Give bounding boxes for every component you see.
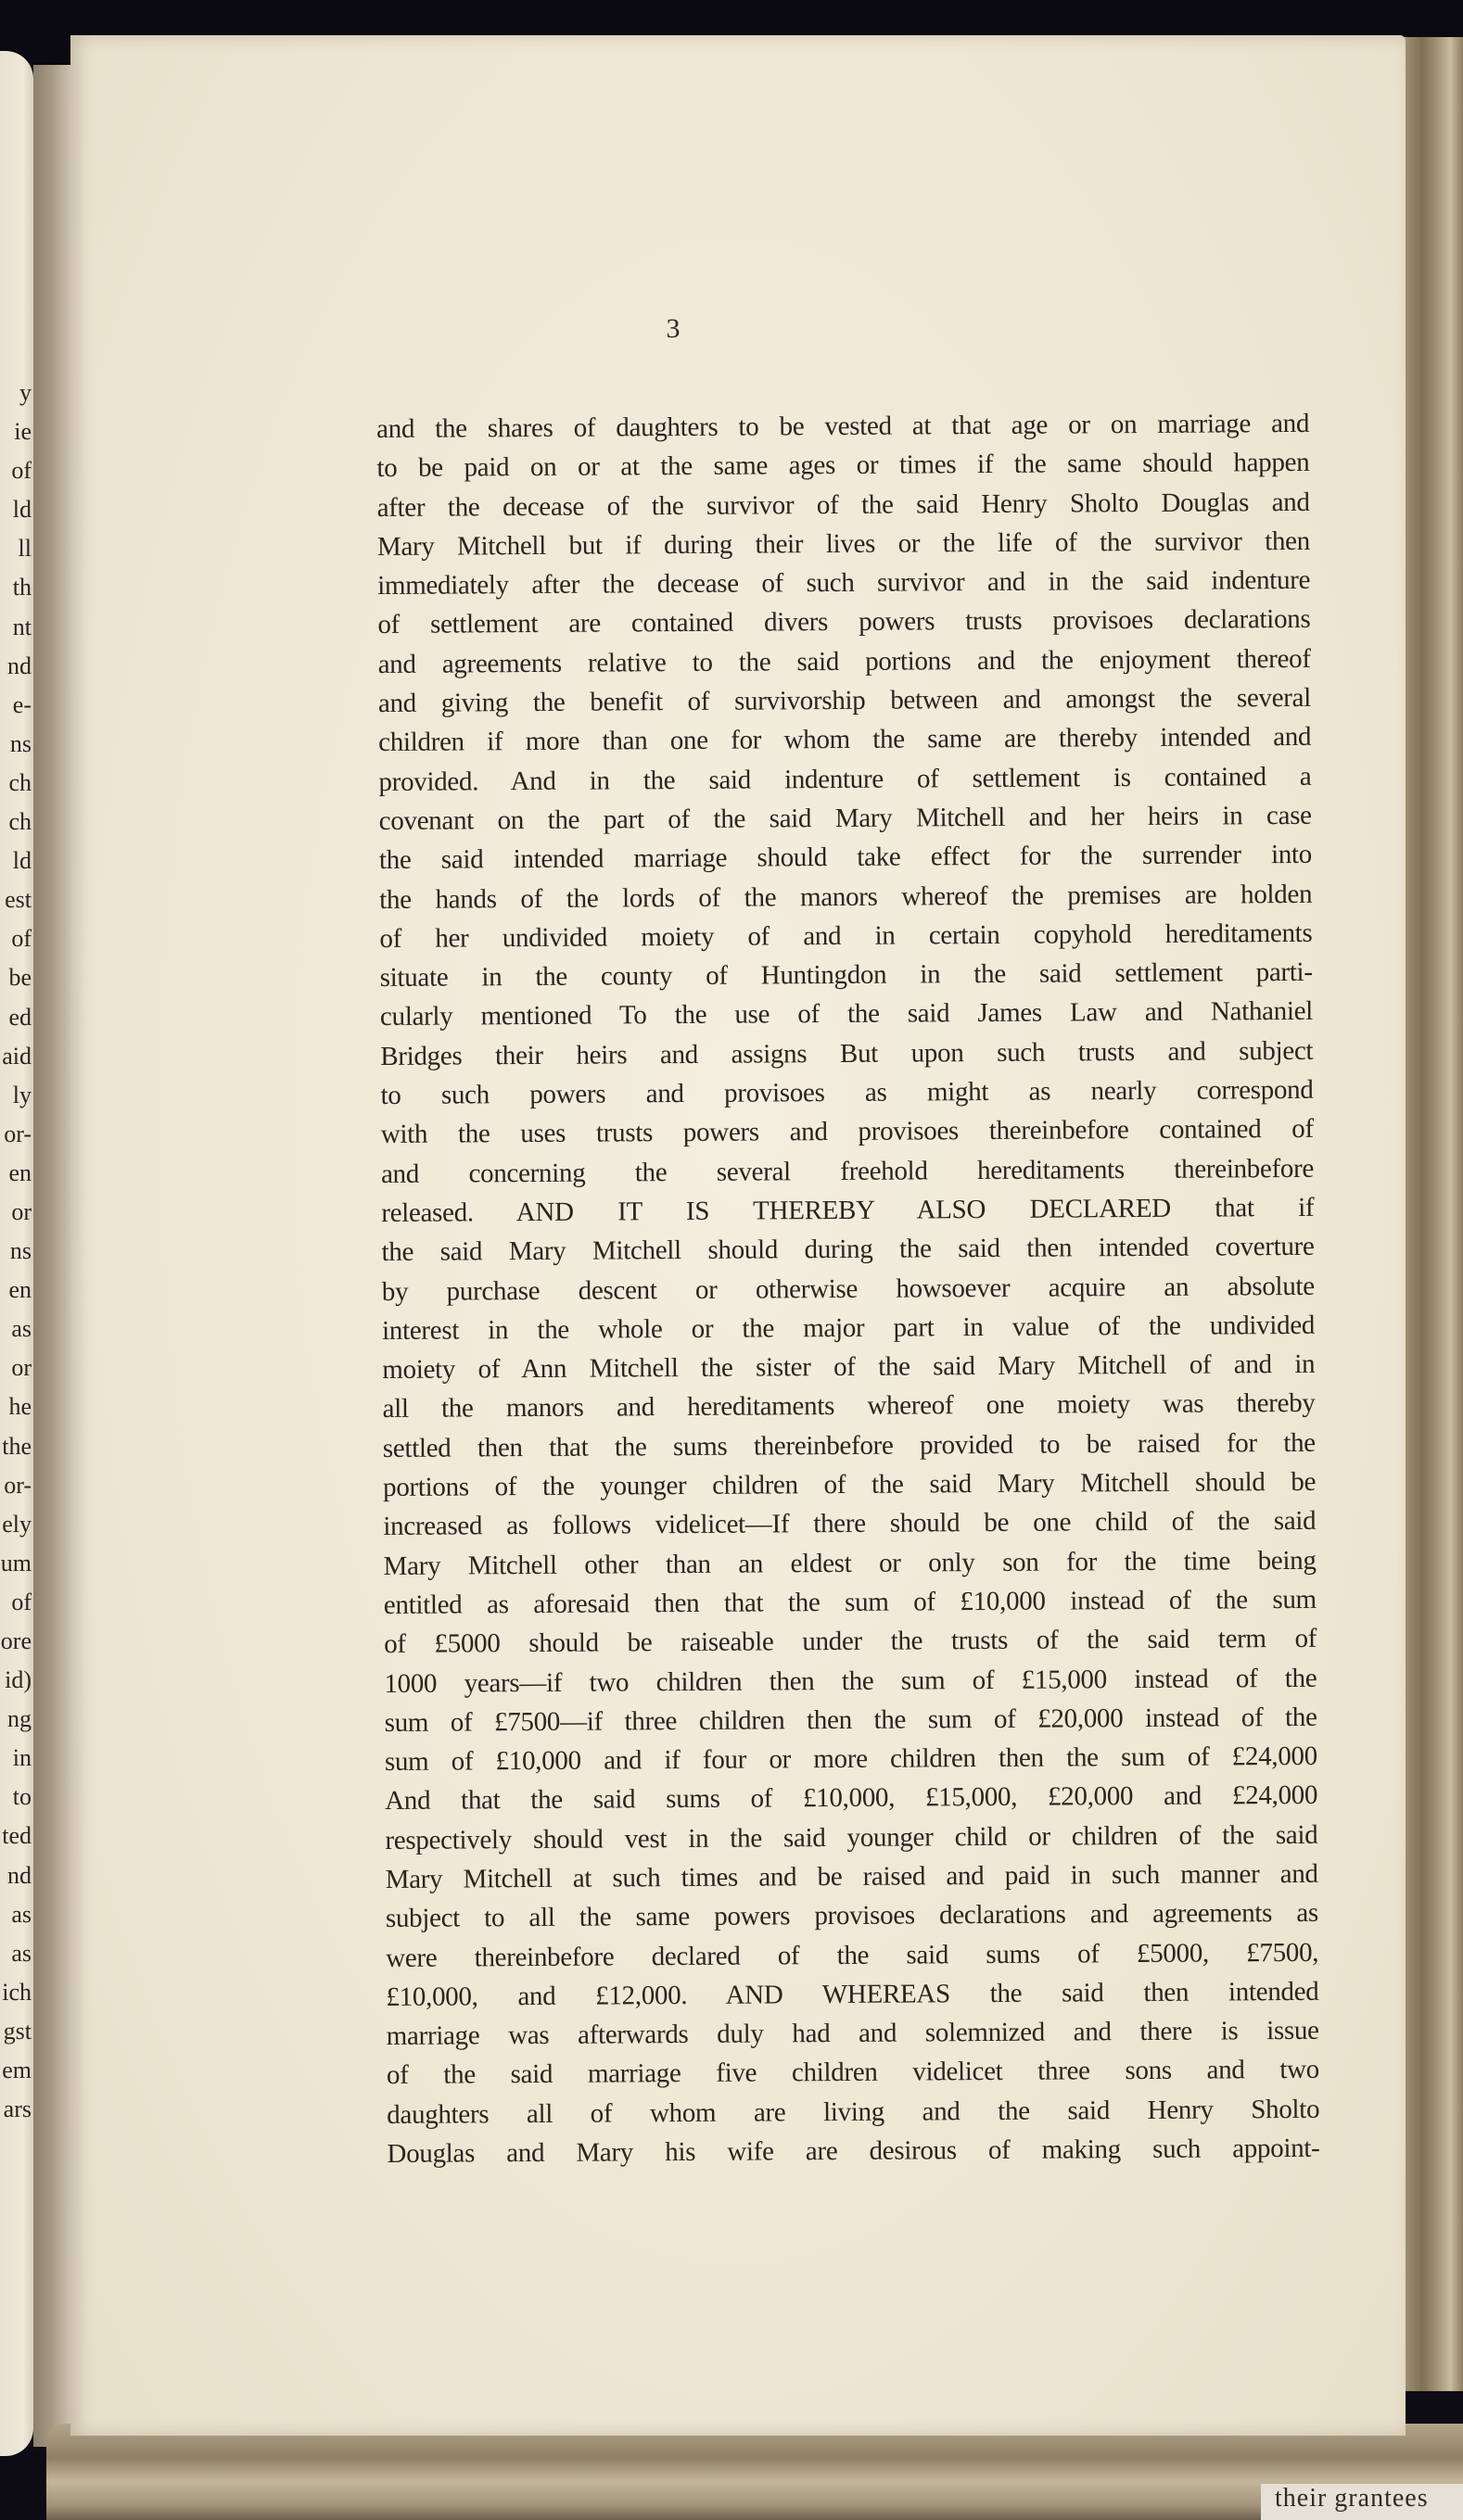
previous-page-fragment: nd — [7, 652, 32, 679]
previous-page-fragment: as — [11, 1939, 32, 1967]
text-line-content: increased as follows videlicet—If there should be one child of the said — [383, 1506, 1317, 1542]
previous-page-fragment: nd — [7, 1861, 32, 1889]
text-line — [380, 992, 1313, 1036]
text-line-content: released. AND IT IS THEREBY ALSO DECLARED that if — [381, 1192, 1315, 1228]
text-line-content: the hands of the lords of the manors whereof the premises are holden — [379, 879, 1313, 915]
text-line — [383, 1540, 1316, 1585]
text-line-content: the said Mary Mitchell should during the said then intended coverture — [381, 1232, 1315, 1268]
page-number — [0, 313, 1335, 345]
previous-page-text-fragments — [1, 374, 32, 2129]
previous-page-fragment: ch — [8, 808, 32, 836]
text-line — [387, 2011, 1319, 2056]
previous-page-fragment: be — [8, 964, 32, 992]
text-line — [379, 914, 1312, 958]
text-line-content: Mary Mitchell at such times and be raised and paid in such manner and — [385, 1858, 1318, 1894]
text-line — [383, 1463, 1316, 1507]
text-line — [386, 1893, 1318, 1938]
text-line — [382, 1306, 1315, 1350]
text-line — [387, 2050, 1319, 2095]
text-line — [386, 1855, 1318, 1899]
previous-page-fragment: in — [12, 1744, 32, 1772]
text-line — [379, 874, 1312, 918]
text-line-content: the said intended marriage should take effect for the surrender into — [378, 840, 1313, 876]
previous-page-fragment: ns — [9, 729, 32, 757]
book-bottom-edge — [46, 2424, 1463, 2520]
text-line-content: were thereinbefore declared of the said sums of £5000, £7500, — [386, 1937, 1319, 1973]
text-line-content: and agreements relative to the said portions and the enjoyment thereof — [377, 643, 1311, 679]
text-line — [383, 1424, 1316, 1468]
text-line — [381, 1109, 1314, 1154]
text-line-content: children if more than one for whom the same are thereby intended and — [378, 722, 1312, 758]
text-line-content: and concerning the several freehold hereditaments thereinbefore — [380, 1153, 1315, 1189]
text-line-content: sum of £10,000 and if four or more children then the sum of £24,000 — [384, 1741, 1317, 1778]
text-line — [380, 953, 1313, 997]
previous-page-fragment: to — [12, 1783, 32, 1811]
text-line-content: sum of £7500—if three children then the sum of £20,000 instead of the — [384, 1702, 1317, 1738]
text-line — [380, 1032, 1313, 1076]
body-text — [376, 404, 1320, 2173]
text-line-content: Mary Mitchell other than an eldest or only son for the time being — [383, 1545, 1317, 1581]
text-line — [386, 1972, 1318, 2017]
previous-page-fragment: gst — [3, 2017, 32, 2045]
previous-page-fragment: ch — [8, 768, 32, 796]
previous-page-fragment: as — [11, 1315, 32, 1343]
previous-page-fragment: th — [12, 574, 32, 602]
text-line-content: respectively should vest in the said younger child or children of the said — [385, 1819, 1318, 1855]
text-line — [384, 1619, 1317, 1664]
previous-page-fragment: or- — [4, 1120, 32, 1147]
previous-page-fragment: ie — [14, 418, 32, 446]
previous-page-fragment: en — [8, 1159, 32, 1186]
text-line-content: and the shares of daughters to be vested at that age or on marriage and — [376, 408, 1310, 444]
text-line — [381, 1227, 1314, 1272]
previous-page-fragment: he — [8, 1393, 32, 1421]
text-line — [382, 1345, 1315, 1389]
previous-page-fragment: ted — [2, 1822, 32, 1850]
previous-page-fragment: ars — [3, 2096, 32, 2123]
text-line-content: marriage was afterwards duly had and solemnized and there is issue — [386, 2015, 1319, 2052]
text-line-content: £10,000, and £12,000. AND WHEREAS the said then intended — [386, 1976, 1319, 2012]
previous-page-fragment: id) — [5, 1666, 32, 1694]
text-line — [384, 1580, 1317, 1625]
previous-page-fragment: as — [11, 1900, 32, 1928]
text-line-content: after the decease of the survivor of the said Henry Sholto Douglas and — [376, 487, 1310, 523]
text-line — [381, 1188, 1314, 1233]
text-line-content: by purchase descent or otherwise howsoever acquire an absolute — [381, 1271, 1315, 1307]
text-line-content: Mary Mitchell but if during their lives or the life of the survivor then — [376, 526, 1310, 562]
text-line-content: moiety of Ann Mitchell the sister of the said Mary Mitchell of and in — [382, 1349, 1316, 1386]
text-line — [376, 404, 1309, 449]
previous-page-fragment: or- — [4, 1471, 32, 1499]
previous-page-fragment: en — [8, 1276, 32, 1304]
text-line — [385, 1737, 1317, 1781]
previous-page-fragment: e- — [12, 690, 32, 718]
text-line — [385, 1698, 1317, 1742]
text-line-content: interest in the whole or the major part in value of the undivided — [381, 1310, 1316, 1346]
previous-page-fragment: ng — [7, 1705, 32, 1733]
text-line-content: subject to all the same powers provisoes declarations and agreements as — [385, 1898, 1319, 1934]
text-line — [378, 639, 1311, 684]
text-line — [385, 1776, 1317, 1820]
text-line-content: situate in the county of Huntingdon in the said settlement parti- — [379, 956, 1313, 994]
text-line-content: daughters all of whom are living and the said Henry Sholto — [387, 2094, 1320, 2130]
text-line — [377, 482, 1310, 526]
previous-page-fragment: ely — [2, 1510, 32, 1538]
text-line-content: entitled as aforesaid then that the sum of £10,000 instead of the sum — [383, 1584, 1317, 1620]
text-line-content: Bridges their heirs and assigns But upon such trusts and subject — [380, 1035, 1314, 1071]
previous-page-fragment: ld — [12, 496, 32, 524]
previous-page-fragment: aid — [2, 1042, 32, 1070]
previous-page-fragment: ore — [0, 1627, 32, 1654]
text-line-content: immediately after the decease of such survivor and in the said indenture — [377, 565, 1311, 602]
previous-page-fragment: of — [11, 457, 32, 485]
underlying-sheet-text: their grantees — [1275, 2484, 1429, 2513]
text-line-content: to such powers and provisoes as might as nearly correspond — [380, 1074, 1314, 1111]
text-line-content: all the manors and hereditaments whereof one moiety was thereby — [382, 1388, 1316, 1425]
text-line-content: And that the said sums of £10,000, £15,000, £20,000 and £24,000 — [385, 1780, 1318, 1817]
document-page — [70, 35, 1406, 2436]
previous-page-fragment: ns — [9, 1237, 32, 1265]
text-line — [378, 678, 1311, 723]
text-line-content: covenant on the part of the said Mary Mitchell and her heirs in case — [378, 800, 1312, 836]
book-fore-edge — [1400, 37, 1463, 2391]
previous-page-fragment: ld — [12, 847, 32, 875]
text-line-content: provided. And in the said indenture of settlement is contained a — [378, 761, 1312, 797]
text-line — [383, 1501, 1316, 1546]
text-line — [376, 443, 1309, 488]
text-line — [377, 561, 1310, 605]
text-line — [382, 1266, 1315, 1311]
previous-page-fragment: ed — [8, 1003, 32, 1031]
text-line — [380, 1070, 1313, 1115]
text-line-content: Douglas and Mary his wife are desirous of making such appoint- — [387, 2133, 1320, 2170]
previous-page-fragment: ly — [12, 1081, 32, 1108]
text-line-content: of her undivided moiety of and in certain copyhold hereditaments — [379, 918, 1313, 954]
previous-page-edge — [0, 51, 33, 2456]
text-line — [386, 1932, 1318, 1977]
previous-page-fragment: em — [2, 2057, 32, 2084]
previous-page-fragment: or — [11, 1197, 32, 1225]
text-line — [379, 796, 1312, 841]
previous-page-fragment: of — [11, 1588, 32, 1615]
previous-page-fragment: nt — [12, 613, 32, 640]
text-line-content: 1000 years—if two children then the sum of £15,000 instead of the — [384, 1663, 1317, 1699]
previous-page-fragment: y — [19, 379, 32, 406]
previous-page-fragment: ll — [18, 535, 32, 563]
text-line — [377, 522, 1310, 566]
previous-page-fragment: ich — [2, 1978, 32, 2006]
text-line — [384, 1658, 1317, 1703]
previous-page-fragment: or — [11, 1354, 32, 1382]
previous-page-fragment: of — [11, 925, 32, 953]
text-line-content: and giving the benefit of survivorship between and amongst the several — [377, 682, 1312, 719]
text-line — [377, 600, 1310, 644]
text-line — [387, 2090, 1319, 2134]
text-line-content: of £5000 should be raiseable under the trusts of the said term of — [384, 1624, 1317, 1660]
text-line — [381, 1148, 1314, 1193]
previous-page-fragment: um — [0, 1549, 32, 1577]
text-line-content: cularly mentioned To the use of the said James Law and Nathaniel — [379, 996, 1314, 1032]
text-line-content: settled then that the sums thereinbefore provided to be raised for the — [382, 1427, 1316, 1463]
text-line-content: of settlement are contained divers powers trusts provisoes declarations — [377, 604, 1311, 640]
text-line-content: of the said marriage five children videlicet three sons and two — [386, 2055, 1320, 2091]
text-line-content: with the uses trusts powers and provisoes thereinbefore contained of — [380, 1114, 1314, 1150]
text-line — [382, 1384, 1315, 1428]
text-line — [379, 835, 1312, 880]
previous-page-fragment: the — [2, 1432, 32, 1460]
text-line — [385, 1816, 1317, 1860]
text-line — [378, 757, 1311, 802]
previous-page-fragment: est — [5, 886, 32, 914]
text-line-content: portions of the younger children of the said Mary Mitchell should be — [383, 1466, 1317, 1502]
text-line — [378, 717, 1311, 762]
text-line — [387, 2129, 1319, 2173]
text-line-content: to be paid on or at the same ages or times if the same should happen — [376, 448, 1310, 484]
page-number-text: 3 — [666, 313, 681, 344]
